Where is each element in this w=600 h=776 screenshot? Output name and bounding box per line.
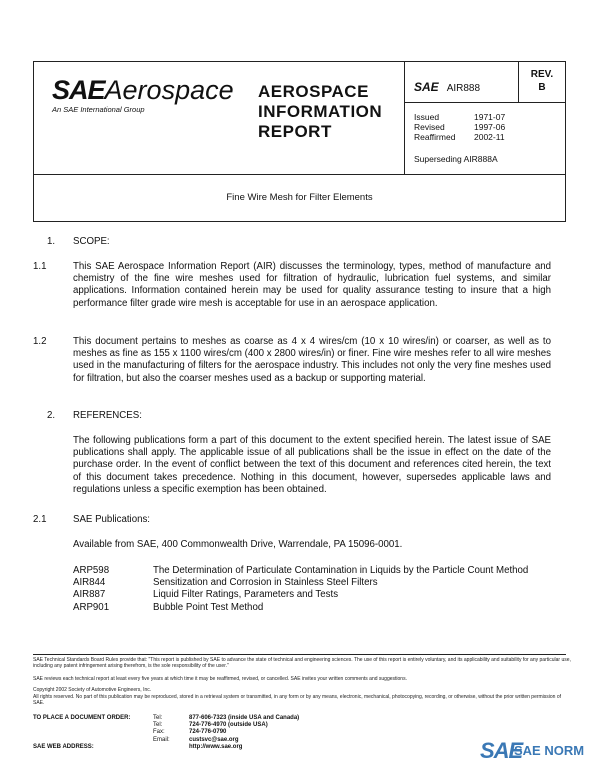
section-number: 1.1 [33,261,47,272]
publication-id: AIR844 [73,577,106,589]
document-header [33,61,566,175]
divider [404,102,566,103]
footer-rights: All rights reserved. No part of this publication may be reproduced, stored in a retrieval system or transmitted, in any form or by any means, electronic, mechanical, photocopying, recording, or otherwise, without the prior written permission of SAE. [33,694,562,706]
order-value: custsvc@sae.org [189,736,239,743]
web-value: http://www.sae.org [189,743,243,750]
order-row [33,715,299,722]
logo-subtitle: An SAE International Group [52,105,145,114]
sae-aerospace-logo [52,76,234,104]
date-value: 2002-11 [474,132,505,142]
section-number: 2. [47,410,56,421]
logo-sae-text: SAE [52,75,105,105]
title-line: REPORT [258,122,332,141]
order-value: 724-776-0790 [189,729,227,736]
date-row [414,112,534,122]
publication-item [73,589,543,601]
order-info [33,715,299,751]
logo-cell [34,62,244,174]
revision-cell [518,68,566,94]
order-value: 724-776-4970 (outside USA) [189,722,268,729]
publication-item [73,565,543,577]
footer-policy: SAE Technical Standards Board Rules provide that: "This report is published by SAE to advance the state of technical and engineering sciences. The use of this report is entirely voluntary, and its applicability and suitability for any particular use, including any patent infringement arising therefrom, is the sole responsibility of the user." [33,657,571,669]
date-row [414,132,534,142]
publication-title: Liquid Filter Ratings, Parameters and Tests [153,589,339,601]
footer-review: SAE reviews each technical report at least every five years at which time it may be reaffirmed, revised, or cancelled. SAE invites your written comments and suggestions. [33,676,407,682]
web-row [33,744,299,751]
order-key: Email: [153,736,170,743]
sae-norm-watermark [480,738,590,768]
section-number: 1. [47,236,56,247]
date-value: 1997-06 [474,122,506,132]
paragraph: This SAE Aerospace Information Report (AIR) discusses the terminology, types, method of manufacture and chemistry of the fine wire meshes used for filtration of hydraulic, lubrication fuel systems, and similar applications. Information contained herein may be used for quality assurance testing to insure that a high performance filter grade wire mesh is acceptable for use in an aerospace application. [73,261,551,309]
report-type-title [258,82,382,142]
rev-value: B [538,82,546,93]
section-title: SAE Publications: [73,514,151,525]
section-title: SCOPE: [73,236,110,247]
date-label: Issued [414,112,440,122]
publication-title: Bubble Point Test Method [153,601,264,613]
publication-item [73,602,543,614]
superseding-note: Superseding AIR888A [414,154,498,164]
order-row [33,737,299,744]
date-block [414,112,534,142]
date-value: 1971-07 [474,112,506,122]
section-title: REFERENCES: [73,410,142,421]
web-label: SAE WEB ADDRESS: [33,743,94,750]
section-number: 2.1 [33,514,47,525]
title-line: INFORMATION [258,102,383,121]
publication-list [73,565,543,614]
date-label: Revised [414,122,445,132]
publication-id: AIR887 [73,589,106,601]
publication-id: ARP901 [73,601,110,613]
order-row [33,729,299,736]
doc-number-text: AIR888 [446,83,481,94]
document-number [414,80,480,94]
date-row [414,122,534,132]
publication-title: The Determination of Particulate Contamination in Liquids by the Particle Count Method [153,565,529,576]
logo-aerospace-text: Aerospace [104,75,234,105]
rev-label: REV. [530,69,554,80]
title-line: AEROSPACE [258,82,369,101]
sae-small-logo: SAE [414,80,439,94]
order-key: Tel: [153,722,163,729]
order-label: TO PLACE A DOCUMENT ORDER: [33,715,131,721]
document-subject: Fine Wire Mesh for Filter Elements [33,174,566,222]
publication-item [73,577,543,589]
publication-id: ARP598 [73,565,110,576]
divider [404,62,405,174]
paragraph: The following publications form a part of this document to the extent specified herein. The latest issue of SAE publications shall apply. The applicable issue of all publications shall be the issue in effect on the date of the purchase order. In the event of conflict between the text of this document and references cited herein, the text of this document takes precedence. Nothing in this document, however, supersedes applicable laws and regulations unless a specific exemption has been obtained. [73,435,551,495]
footer-copyright: Copyright 2002 Society of Automotive Engineers, Inc. [33,687,152,693]
sae-norm-text: SAE NORM [514,743,585,758]
paragraph: This document pertains to meshes as coarse as 4 x 4 wires/cm (10 x 10 wires/in) or coarser, as well as to meshes as fine as 155 x 1100 wires/cm (400 x 2800 wires/in) or finer. Fine wire meshes refer to all wire meshes used in the manufacturing of filters for the aerospace industry. This includes not only the very fine meshes used for filtration, but also the coarser meshes used as a backup or supporting material. [73,336,551,384]
publication-title: Sensitization and Corrosion in Stainless Steel Filters [153,577,378,589]
footer-rule [33,654,566,655]
section-number: 1.2 [33,336,47,347]
order-value: 877-606-7323 (inside USA and Canada) [189,715,300,721]
date-label: Reaffirmed [414,132,456,142]
paragraph: Available from SAE, 400 Commonwealth Drive, Warrendale, PA 15096-0001. [73,539,403,550]
order-key: Tel: [153,715,163,721]
sae-norm-logo: SAE [480,738,523,763]
order-key: Fax: [153,729,165,736]
order-row [33,722,299,729]
